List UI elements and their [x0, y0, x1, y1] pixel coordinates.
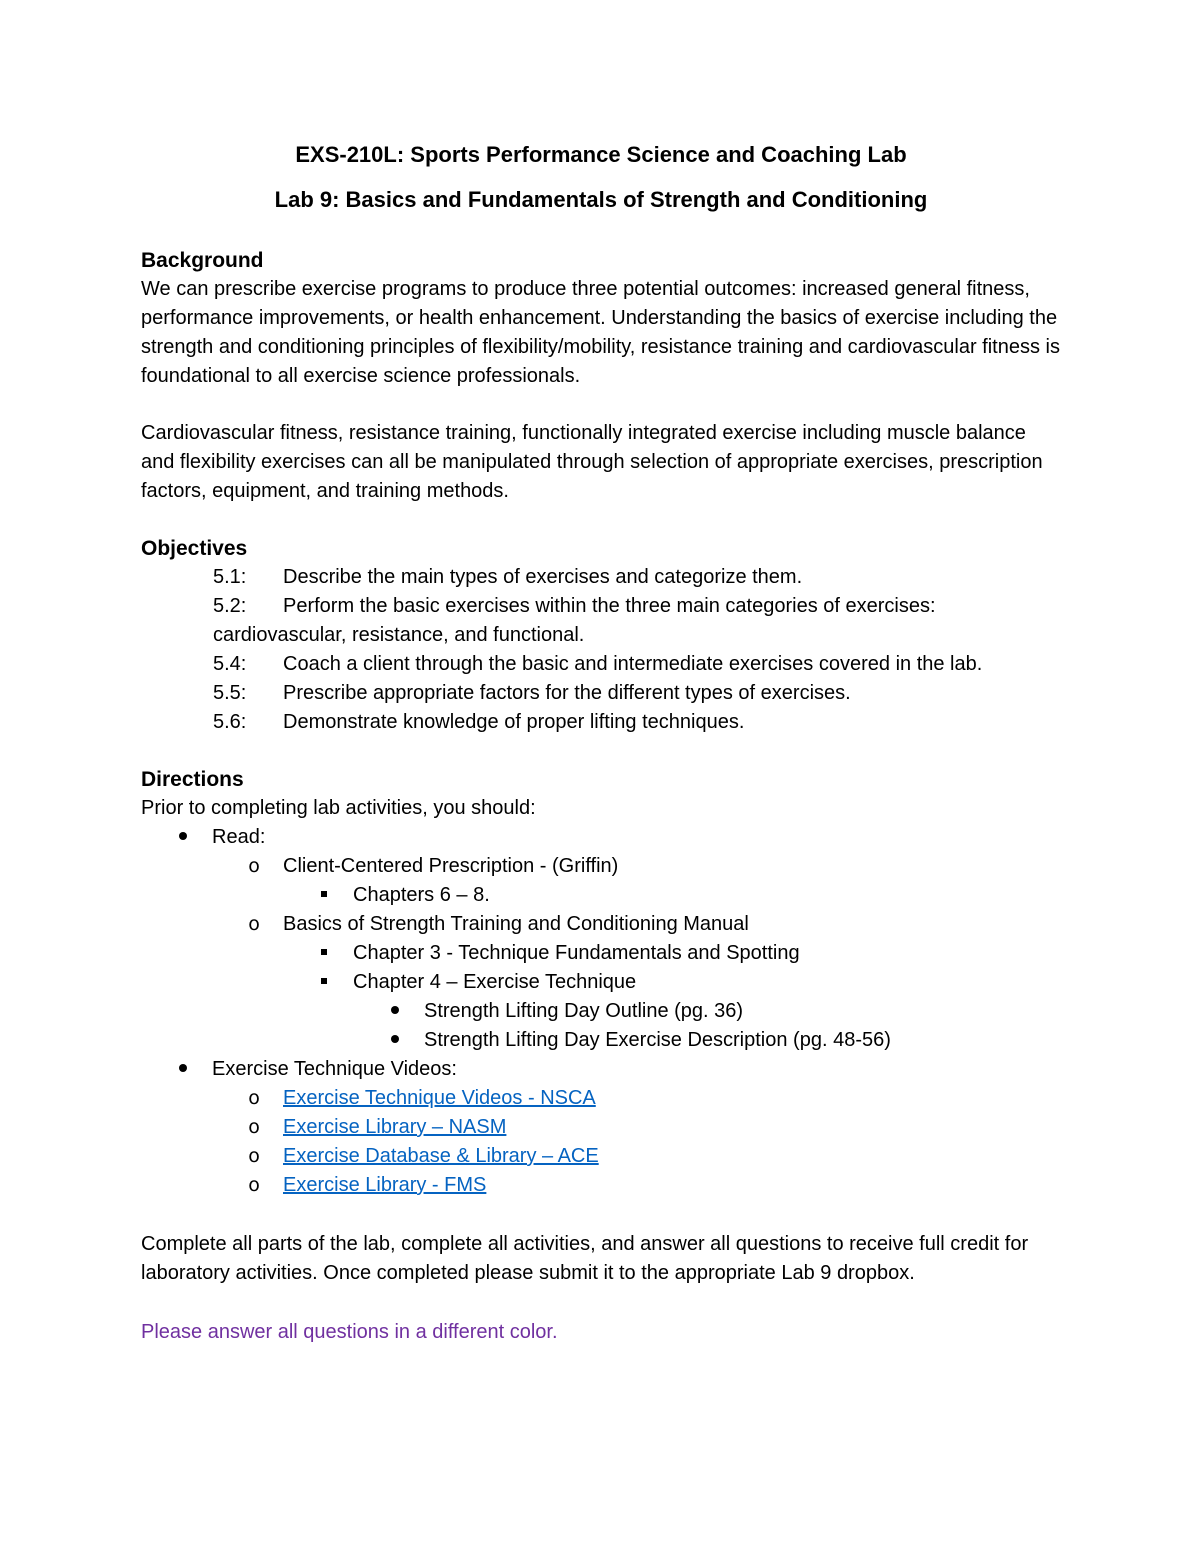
- square-bullet-icon: [314, 968, 334, 997]
- read-label: Read:: [212, 826, 266, 848]
- hollow-circle-bullet-icon: o: [248, 1145, 260, 1167]
- objective-text: Coach a client through the basic and intermediate exercises covered in the lab.: [283, 653, 983, 675]
- list-item-link-nsca: [141, 1084, 1061, 1113]
- directions-heading: Directions: [141, 768, 244, 791]
- objective-number: 5.4:: [213, 653, 247, 675]
- list-item-link-ace: [141, 1142, 1061, 1171]
- objective-number: 5.5:: [213, 682, 247, 704]
- book-2-chapter-3: Chapter 3 - Technique Fundamentals and Spotting: [353, 942, 800, 964]
- objective-item: [141, 650, 1061, 679]
- list-item-ch4-sub-2: [141, 1026, 1061, 1055]
- link-fms-library[interactable]: Exercise Library - FMS: [283, 1174, 487, 1196]
- course-title: EXS-210L: Sports Performance Science and Coaching Lab: [295, 142, 907, 167]
- filled-circle-bullet-icon: [385, 1026, 405, 1055]
- list-item-book-1-chapters: [141, 881, 1061, 910]
- objectives-heading: Objectives: [141, 537, 248, 560]
- answer-color-note: Please answer all questions in a different color.: [141, 1321, 558, 1343]
- hollow-circle-bullet-icon: o: [248, 913, 260, 935]
- list-item-book-2-chapter-4: [141, 968, 1061, 997]
- objective-item: [141, 679, 1061, 708]
- list-item-link-nasm: [141, 1113, 1061, 1142]
- objective-text: Prescribe appropriate factors for the different types of exercises.: [283, 682, 851, 704]
- list-item-book-2-chapter-3: [141, 939, 1061, 968]
- filled-circle-bullet-icon: [173, 823, 193, 852]
- book-2-title: Basics of Strength Training and Conditioning Manual: [283, 913, 749, 935]
- objective-item: [141, 592, 1061, 621]
- background-paragraph-2: Cardiovascular fitness, resistance training, functionally integrated exercise including muscle balance and flexibility exercises can all be manipulated through selection of appropriate exercises, prescription factors, equipment, and training methods.: [141, 422, 1043, 502]
- directions-intro: Prior to completing lab activities, you should:: [141, 797, 536, 819]
- objective-item: [141, 708, 1061, 737]
- square-bullet-icon: [314, 881, 334, 910]
- objective-continuation: [141, 621, 1061, 650]
- book-1-title: Client-Centered Prescription - (Griffin): [283, 855, 619, 877]
- completion-instructions: Complete all parts of the lab, complete all activities, and answer all questions to receive full credit for laboratory activities. Once completed please submit it to the appropriate Lab 9 dropbox.: [141, 1233, 1029, 1284]
- list-item-ch4-sub-1: [141, 997, 1061, 1026]
- list-item-videos: [141, 1055, 1061, 1084]
- objective-text: Perform the basic exercises within the three main categories of exercises:: [283, 595, 936, 617]
- directions-list: [141, 823, 1061, 1200]
- objective-number: 5.6:: [213, 711, 247, 733]
- background-paragraph-1: We can prescribe exercise programs to produce three potential outcomes: increased general fitness, performance improvements, or health enhancement. Understanding the basics of exercise including the strength and conditioning principles of flexibility/mobility, resistance training and cardiovascular fitness is foundational to all exercise science professionals.: [141, 278, 1060, 387]
- list-item-book-1: [141, 852, 1061, 881]
- hollow-circle-bullet-icon: o: [248, 1087, 260, 1109]
- list-item-link-fms: [141, 1171, 1061, 1200]
- objective-number: 5.2:: [213, 595, 247, 617]
- objective-text: Describe the main types of exercises and categorize them.: [283, 566, 803, 588]
- hollow-circle-bullet-icon: o: [248, 1174, 260, 1196]
- filled-circle-bullet-icon: [173, 1055, 193, 1084]
- objective-text-continuation: cardiovascular, resistance, and functional.: [213, 624, 585, 646]
- objective-text: Demonstrate knowledge of proper lifting techniques.: [283, 711, 745, 733]
- lab-title: Lab 9: Basics and Fundamentals of Strength and Conditioning: [274, 187, 928, 212]
- hollow-circle-bullet-icon: o: [248, 855, 260, 877]
- objective-item: [141, 563, 1061, 592]
- book-1-chapters: Chapters 6 – 8.: [353, 884, 490, 906]
- document-body: [141, 140, 1061, 1347]
- square-bullet-icon: [314, 939, 334, 968]
- objective-number: 5.1:: [213, 566, 247, 588]
- filled-circle-bullet-icon: [385, 997, 405, 1026]
- list-item-book-2: [141, 910, 1061, 939]
- chapter-4-outline: Strength Lifting Day Outline (pg. 36): [424, 1000, 744, 1022]
- chapter-4-description: Strength Lifting Day Exercise Description (pg. 48-56): [424, 1029, 891, 1051]
- book-2-chapter-4: Chapter 4 – Exercise Technique: [353, 971, 637, 993]
- link-ace-database[interactable]: Exercise Database & Library – ACE: [283, 1145, 599, 1167]
- background-heading: Background: [141, 249, 264, 272]
- list-item-read: [141, 823, 1061, 852]
- link-nasm-library[interactable]: Exercise Library – NASM: [283, 1116, 507, 1138]
- videos-label: Exercise Technique Videos:: [212, 1058, 457, 1080]
- hollow-circle-bullet-icon: o: [248, 1116, 260, 1138]
- objectives-list: [141, 563, 1061, 737]
- link-nsca-videos[interactable]: Exercise Technique Videos - NSCA: [283, 1087, 596, 1109]
